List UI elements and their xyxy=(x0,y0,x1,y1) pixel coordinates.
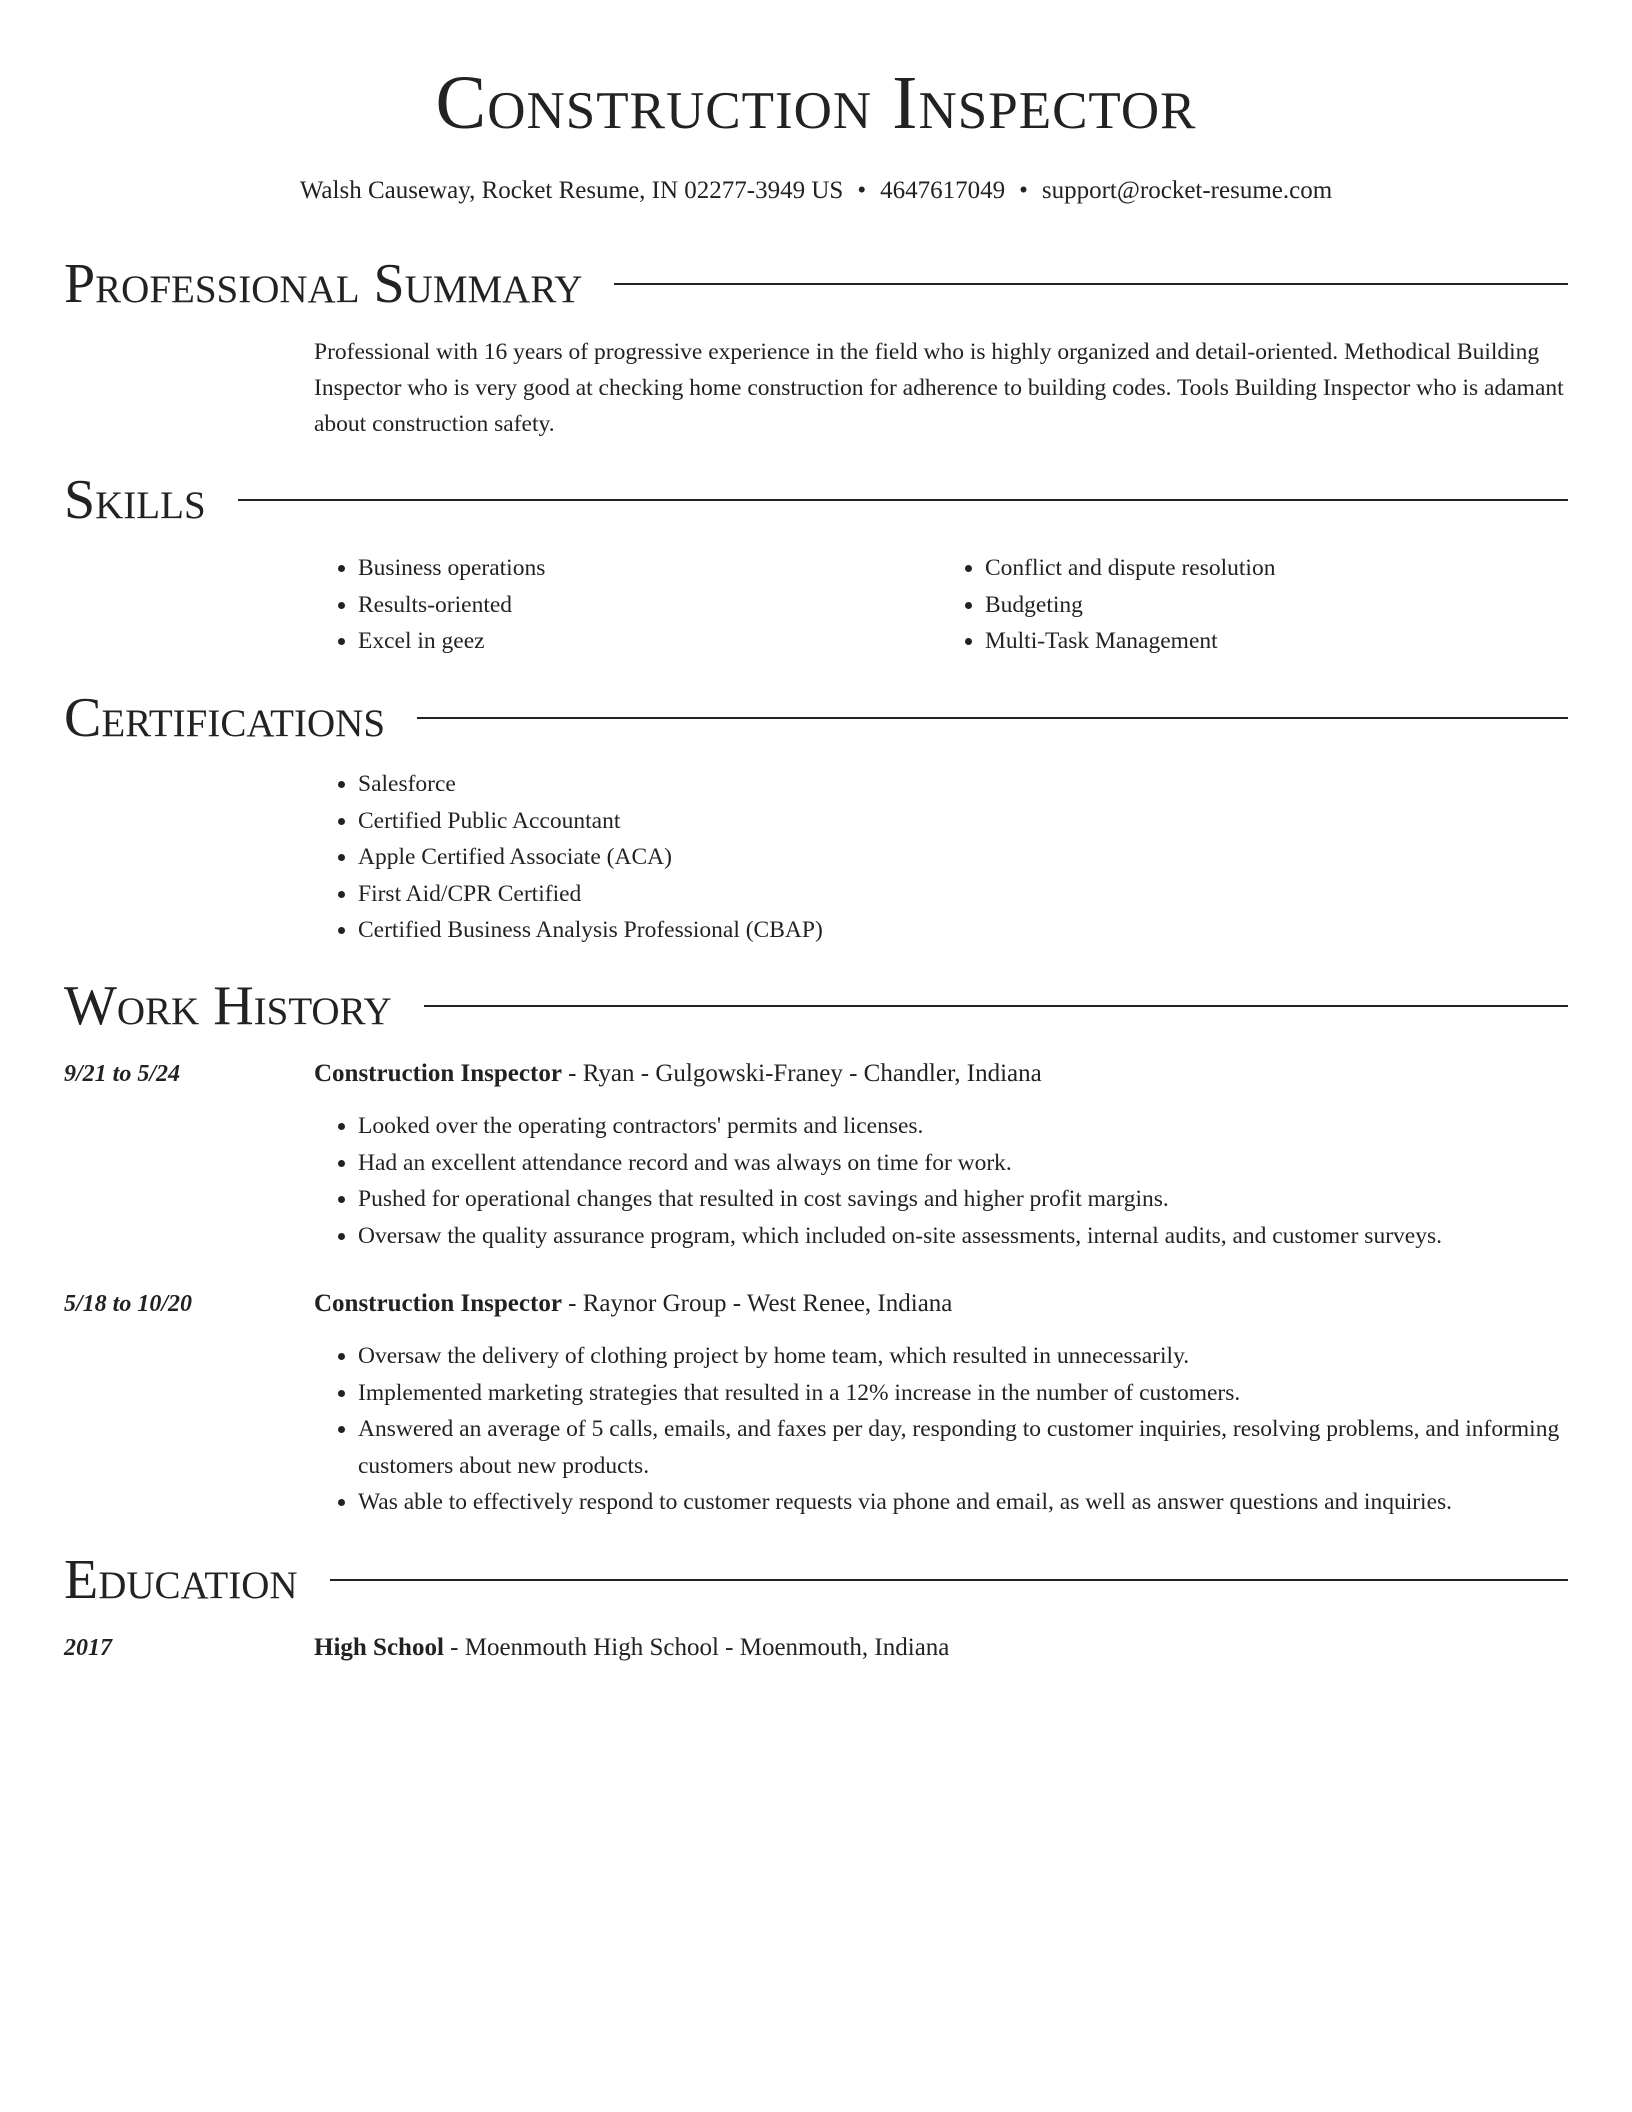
skill-item: • Business operations xyxy=(358,550,941,587)
job-bullets xyxy=(314,1108,1568,1254)
job-bullet: • Pushed for operational changes that resulted in cost savings and higher profit margins. xyxy=(358,1181,1568,1218)
section-title: Professional Summary xyxy=(64,253,583,315)
job-bullets xyxy=(314,1338,1568,1521)
section-divider xyxy=(417,717,1568,719)
certifications-block xyxy=(314,766,1568,949)
section-title: Skills xyxy=(64,469,206,531)
summary-block xyxy=(314,334,1568,442)
section-divider xyxy=(614,283,1568,285)
skill-item: • Results-oriented xyxy=(358,587,941,624)
certifications-list xyxy=(314,766,1568,949)
section-education xyxy=(64,1548,1568,1612)
education-school: - Moenmouth High School - Moenmouth, Indiana xyxy=(443,1634,950,1661)
section-divider xyxy=(238,499,1568,501)
section-title: Education xyxy=(64,1549,298,1611)
contact-address: Walsh Causeway, Rocket Resume, IN 02277-3949 US xyxy=(299,177,844,204)
contact-email: support@rocket-resume.com xyxy=(1041,177,1333,204)
certification-item: • Certified Business Analysis Professional (CBAP) xyxy=(358,912,1568,949)
certification-item: • Apple Certified Associate (ACA) xyxy=(358,839,1568,876)
section-certifications xyxy=(64,686,1568,750)
certification-item: • Salesforce xyxy=(358,766,1568,803)
job-bullet: • Oversaw the quality assurance program, which included on-site assessments, internal audits, and customer surveys. xyxy=(358,1218,1568,1255)
section-divider xyxy=(424,1005,1568,1007)
section-skills xyxy=(64,468,1568,532)
job-bullet: • Looked over the operating contractors' permits and licenses. xyxy=(358,1108,1568,1145)
contact-separator: • xyxy=(857,177,867,204)
skills-list-right xyxy=(941,550,1568,660)
contact-separator: • xyxy=(1019,177,1028,204)
job-title: Construction Inspector xyxy=(314,1290,562,1317)
candidate-name: Construction Inspector xyxy=(435,61,1197,145)
job-bullets-block xyxy=(314,1108,1568,1254)
certification-item: • First Aid/CPR Certified xyxy=(358,876,1568,913)
job-bullets-block xyxy=(314,1338,1568,1521)
skill-item: • Conflict and dispute resolution xyxy=(985,550,1568,587)
summary-text: Professional with 16 years of progressive experience in the field who is highly organized and detail-oriented. Methodical Building Inspector who is very good at checking home construction for adherence to building codes. Tools Building Inspector who is adamant about construction safety. xyxy=(314,339,1564,437)
skill-item: • Excel in geez xyxy=(358,623,941,660)
job-bullet: • Was able to effectively respond to customer requests via phone and email, as well as answer questions and inquiries. xyxy=(358,1484,1568,1521)
job-employer: - Ryan - Gulgowski-Franey - Chandler, Indiana xyxy=(561,1060,1042,1087)
job-heading xyxy=(314,1056,1042,1092)
education-heading xyxy=(314,1630,949,1666)
section-title: Work History xyxy=(64,975,392,1037)
section-work-history xyxy=(64,974,1568,1038)
job-bullet: • Oversaw the delivery of clothing project by home team, which resulted in unnecessarily. xyxy=(358,1338,1568,1375)
education-degree: High School xyxy=(314,1634,444,1661)
job-dates: 9/21 to 5/24 xyxy=(64,1061,181,1087)
job-bullet: • Had an excellent attendance record and was always on time for work. xyxy=(358,1145,1568,1182)
skill-item: • Multi-Task Management xyxy=(985,623,1568,660)
skill-item: • Budgeting xyxy=(985,587,1568,624)
section-title: Certifications xyxy=(64,687,386,749)
job-bullet: • Answered an average of 5 calls, emails, and faxes per day, responding to customer inquiries, resolving problems, and informing customers about new products. xyxy=(358,1411,1568,1484)
skills-block xyxy=(314,550,1568,660)
section-professional-summary xyxy=(64,252,1568,316)
job-title: Construction Inspector xyxy=(314,1060,562,1087)
job-heading xyxy=(314,1286,952,1322)
skills-list-left xyxy=(314,550,941,660)
job-employer: - Raynor Group - West Renee, Indiana xyxy=(561,1290,953,1317)
section-divider xyxy=(330,1579,1568,1581)
job-dates: 5/18 to 10/20 xyxy=(64,1291,193,1317)
contact-phone: 4647617049 xyxy=(880,177,1006,204)
job-bullet: • Implemented marketing strategies that resulted in a 12% increase in the number of customers. xyxy=(358,1375,1568,1412)
certification-item: • Certified Public Accountant xyxy=(358,803,1568,840)
education-year: 2017 xyxy=(64,1635,112,1661)
contact-line xyxy=(64,174,1568,208)
